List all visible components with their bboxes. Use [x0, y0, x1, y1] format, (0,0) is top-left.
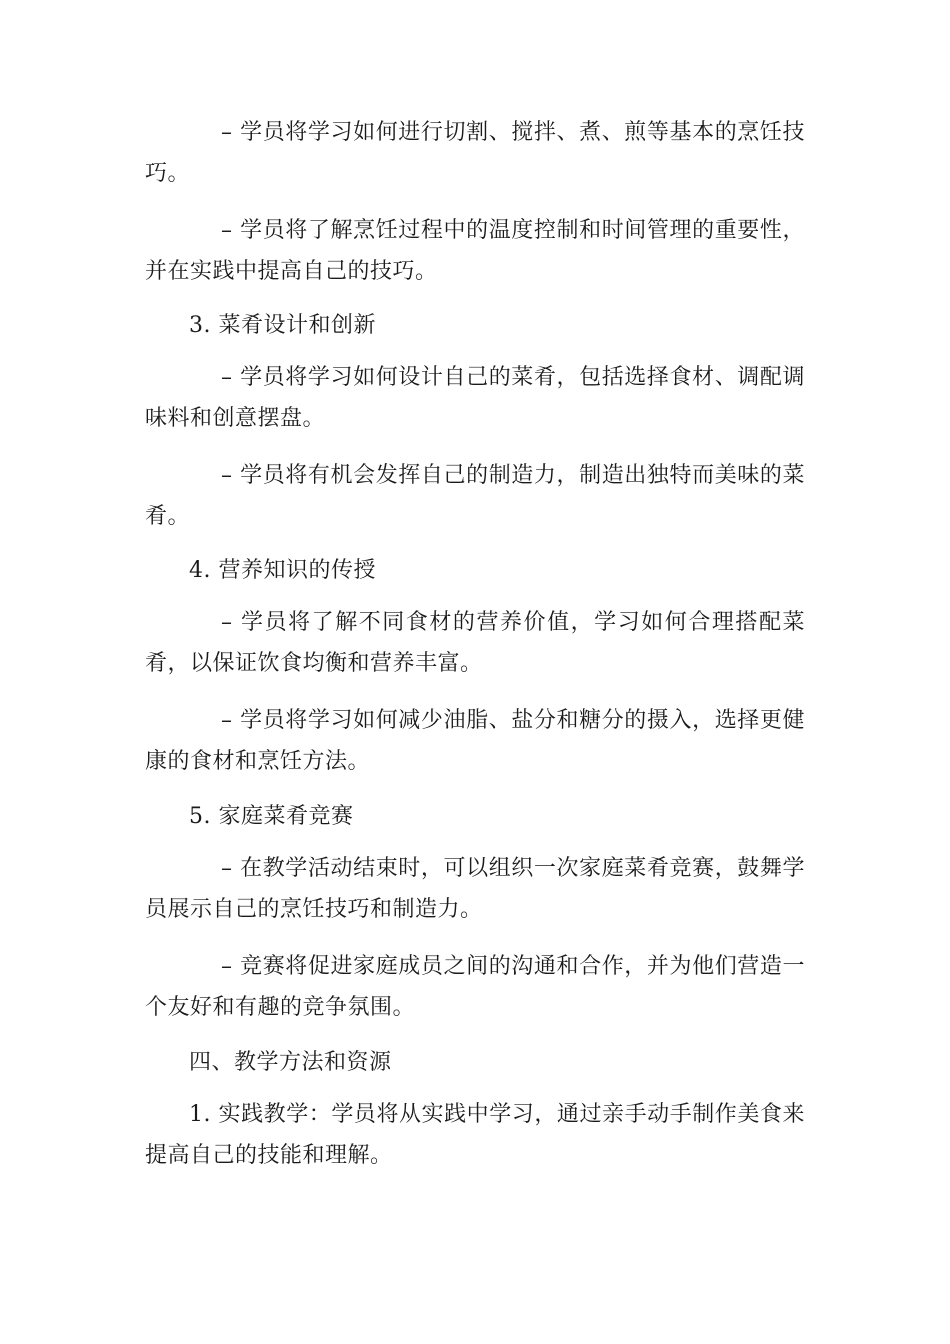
bullet-nutrition-value: – 学员将了解不同食材的营养价值，学习如何合理搭配菜肴，以保证饮食均衡和营养丰富。 [145, 610, 805, 676]
bullet-temperature-time: – 学员将了解烹饪过程中的温度控制和时间管理的重要性，并在实践中提高自己的技巧。 [145, 218, 805, 284]
chapter-heading-4: 四、教学方法和资源 [189, 1050, 392, 1075]
section-heading-3: 3. 菜肴设计和创新 [189, 313, 376, 338]
bullet-dish-design: – 学员将学习如何设计自己的菜肴，包括选择食材、调配调味料和创意摆盘。 [145, 365, 805, 431]
method-practice-teaching: 1. 实践教学：学员将从实践中学习，通过亲手动手制作美食来提高自己的技能和理解。 [145, 1102, 805, 1168]
bullet-competition: – 在教学活动结束时，可以组织一次家庭菜肴竞赛，鼓舞学员展示自己的烹饪技巧和制造力。 [145, 856, 805, 922]
bullet-healthy-choices: – 学员将学习如何减少油脂、盐分和糖分的摄入，选择更健康的食材和烹饪方法。 [145, 708, 805, 774]
bullet-family-communication: – 竞赛将促进家庭成员之间的沟通和合作，并为他们营造一个友好和有趣的竞争氛围。 [145, 954, 805, 1020]
section-heading-4: 4. 营养知识的传授 [189, 558, 376, 583]
section-heading-5: 5. 家庭菜肴竞赛 [189, 804, 354, 829]
bullet-creativity: – 学员将有机会发挥自己的制造力，制造出独特而美味的菜肴。 [145, 463, 805, 529]
bullet-cooking-skills: – 学员将学习如何进行切割、搅拌、煮、煎等基本的烹饪技巧。 [145, 120, 805, 186]
